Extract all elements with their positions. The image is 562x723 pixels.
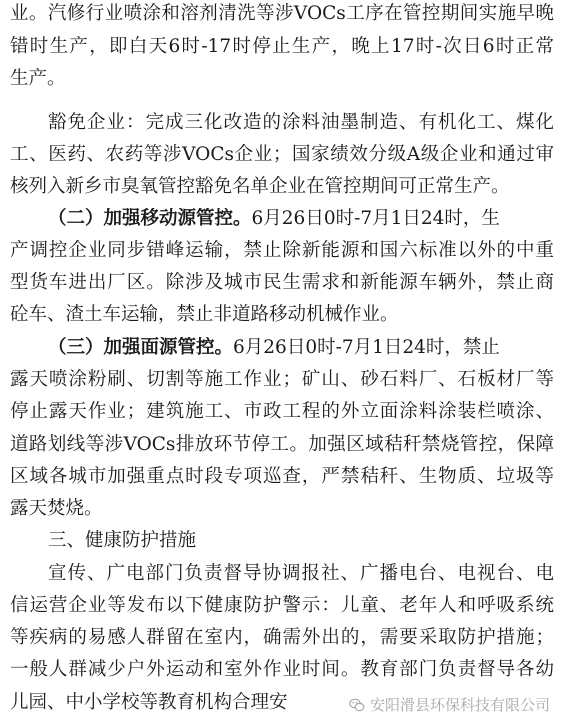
paragraph-line: 宣传、广电部门负责督导协调报社、广播电台、电视台、电 [48,563,554,584]
watermark-text: 安阳滑县环保科技有限公司 [369,696,550,714]
heading-area-source: （三）加强面源管控。 [48,337,234,358]
paragraph-line: 核列入新乡市臭氧管控豁免名单企业在管控期间可正常生产。 [10,176,510,197]
heading-mobile-source: （二）加强移动源管控。 [48,208,252,229]
paragraph-line: 一般人群减少户外运动和室外作业时间。教育部门负责督导各幼 [10,659,554,680]
paragraph-text: 6月26日0时-7月1日24时，禁止 [233,337,500,358]
paragraph-line: 生产。 [10,68,66,89]
paragraph-line: 砼车、渣土车运输，禁止非道路移动机械作业。 [10,304,399,325]
paragraph-line: 工、医药、农药等涉VOCs企业；国家绩效分级A级企业和通过审 [10,144,554,165]
paragraph-line: 型货车进出厂区。除涉及城市民生需求和新能源车辆外，禁止商 [10,272,554,293]
paragraph-line: 区域各城市加强重点时段专项巡查，严禁秸秆、生物质、垃圾等 [10,466,554,487]
paragraph-line: 豁免企业：完成三化改造的涂料油墨制造、有机化工、煤化 [48,112,554,133]
paragraph-text: 6月26日0时-7月1日24时，生 [251,208,500,229]
paragraph-line: 露天焚烧。 [10,498,103,519]
paragraph-line: 停止露天作业；建筑施工、市政工程的外立面涂料涂装栏喷涂、 [10,401,554,422]
section-area-source [48,337,554,359]
watermark [349,694,550,715]
paragraph-line: 业。汽修行业喷涂和溶剂清洗等涉VOCs工序在管控期间实施早晚 [10,3,554,24]
section-mobile-source [48,208,554,230]
paragraph-line: 错时生产，即白天6时-17时停止生产，晚上17时-次日6时正常 [10,36,554,57]
paragraph-line: 信运营企业等发布以下健康防护警示：儿童、老年人和呼吸系统 [10,595,554,616]
paragraph-line: 等疾病的易感人群留在室内，确需外出的，需要采取防护措施； [10,627,554,648]
section-heading-health: 三、健康防护措施 [48,530,197,551]
wechat-icon [349,697,365,713]
paragraph-line: 露天喷涂粉刷、切割等施工作业；矿山、砂石料厂、石板材厂等 [10,369,554,390]
paragraph-line: 道路划线等涉VOCs排放环节停工。加强区域秸秆禁烧管控，保障 [10,434,554,455]
paragraph-line: 儿园、中小学校等教育机构合理安 [10,692,288,713]
paragraph-line: 产调控企业同步错峰运输，禁止除新能源和国六标准以外的中重 [10,240,554,261]
